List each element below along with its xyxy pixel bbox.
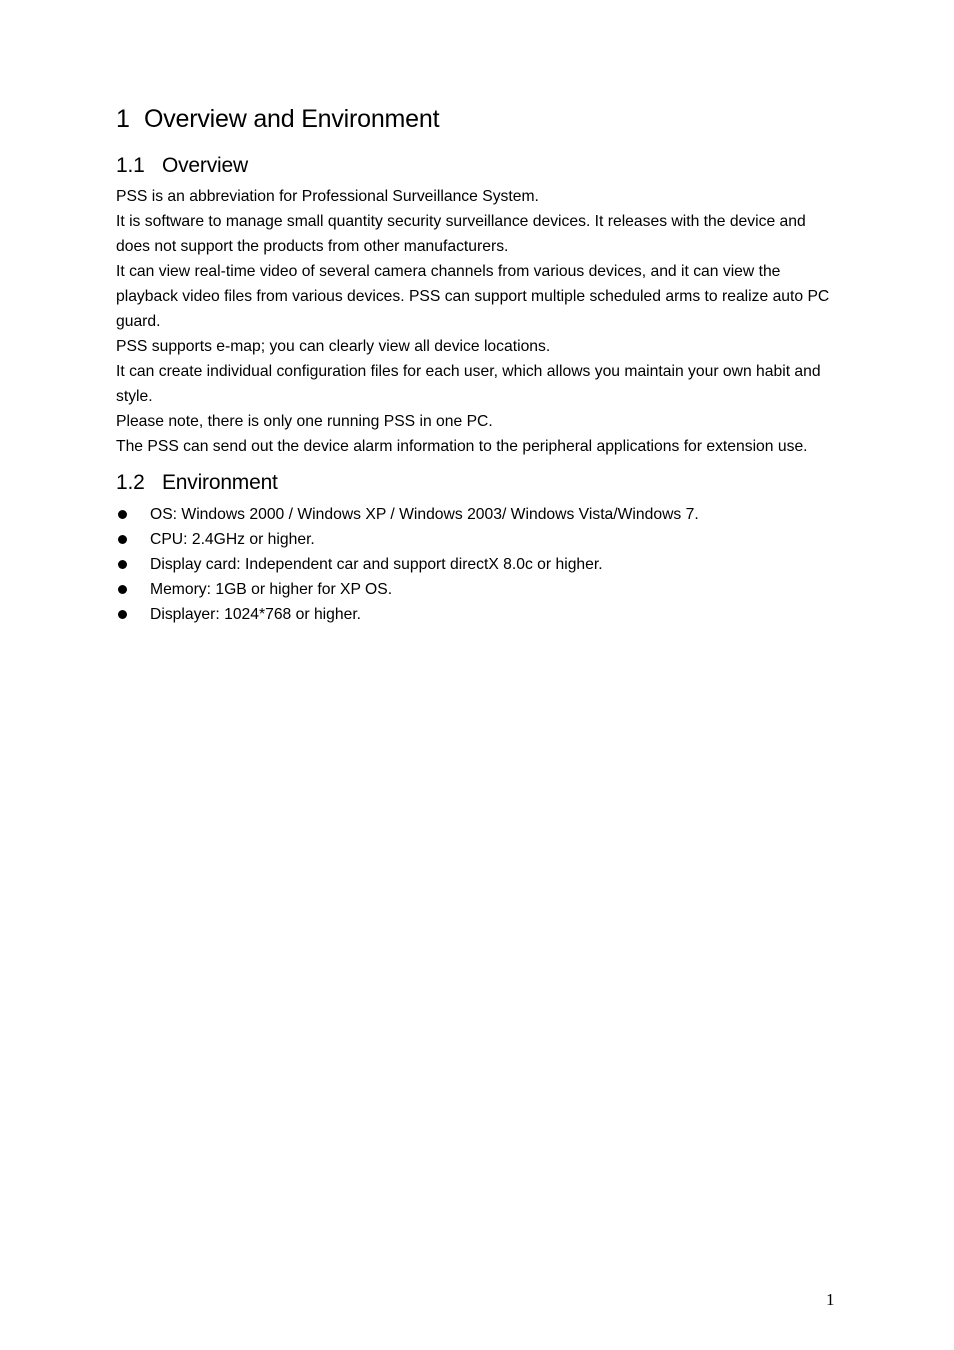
environment-list [116,502,842,627]
paragraph: It can create individual configuration files for each user, which allows you maintain your own habit and style. [116,363,821,405]
bullet-icon [118,585,127,594]
chapter-heading [116,101,842,137]
list-item [116,602,842,627]
chapter-title: Overview and Environment [144,105,440,133]
bullet-icon [118,610,127,619]
section-heading-environment [116,468,842,498]
paragraph: It can view real-time video of several camera channels from various devices, and it can view the playback video files from various devices. PSS can support multiple scheduled arms to realize auto PC guard. [116,263,830,330]
list-item-text: OS: Windows 2000 / Windows XP / Windows 2003/ Windows Vista/Windows 7. [150,506,699,523]
section-heading-overview [116,151,842,181]
list-item-text: CPU: 2.4GHz or higher. [150,531,315,548]
page-content [116,101,842,627]
paragraph: The PSS can send out the device alarm information to the peripheral applications for extension use. [116,438,808,455]
page-number: 1 [826,1290,835,1309]
section-title: Environment [162,471,278,494]
list-item-text: Displayer: 1024*768 or higher. [150,606,362,623]
section-number: 1.1 [116,154,145,177]
paragraph: It is software to manage small quantity security surveillance devices. It releases with the device and does not support the products from other manufacturers. [116,213,806,255]
paragraph: Please note, there is only one running PSS in one PC. [116,413,493,430]
bullet-icon [118,535,127,544]
section-number: 1.2 [116,471,145,494]
chapter-number: 1 [116,105,130,133]
paragraph: PSS is an abbreviation for Professional Surveillance System. [116,188,539,205]
list-item [116,527,842,552]
list-item [116,552,842,577]
list-item [116,577,842,602]
section-title: Overview [162,154,248,177]
paragraph: PSS supports e-map; you can clearly view all device locations. [116,338,551,355]
list-item [116,502,842,527]
list-item-text: Memory: 1GB or higher for XP OS. [150,581,393,598]
bullet-icon [118,560,127,569]
list-item-text: Display card: Independent car and support directX 8.0c or higher. [150,556,603,573]
bullet-icon [118,510,127,519]
overview-body [116,184,842,459]
